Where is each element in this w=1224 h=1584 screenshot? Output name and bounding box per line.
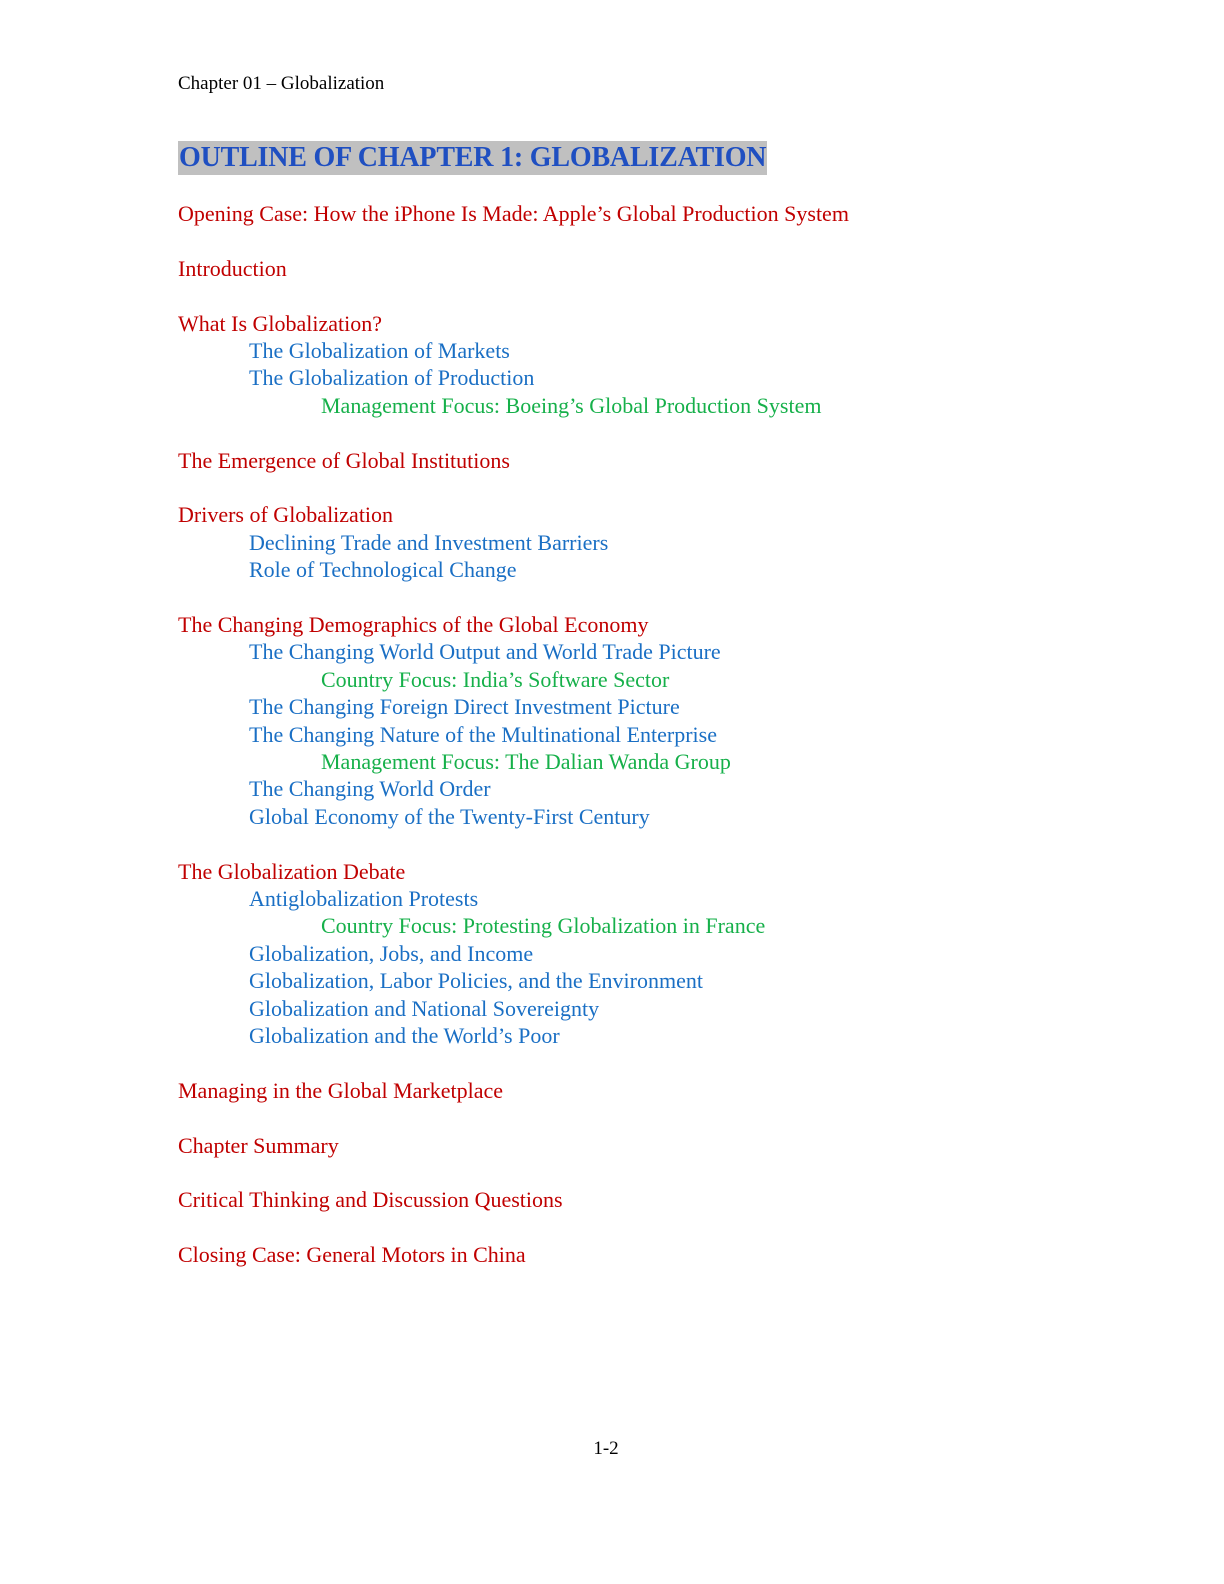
- outline-subitem: The Changing World Output and World Trade Picture: [249, 639, 721, 665]
- outline-spacer: [178, 1214, 1158, 1241]
- outline-focus-item: Management Focus: The Dalian Wanda Group: [321, 749, 731, 775]
- outline-section-what-is-globalization: What Is Globalization?: [178, 310, 383, 336]
- outline-spacer: [178, 830, 1158, 857]
- outline-subitem: The Changing World Order: [249, 776, 491, 802]
- outline-section-drivers: Drivers of Globalization: [178, 502, 394, 528]
- outline-subitem: The Globalization of Markets: [249, 338, 510, 363]
- outline-subitem: Globalization and National Sovereignty: [249, 995, 600, 1021]
- chapter-outline: [178, 200, 1158, 1269]
- outline-spacer: [178, 227, 1158, 254]
- outline-section-demographics: The Changing Demographics of the Global Economy: [178, 612, 649, 638]
- outline-title-block: [178, 141, 767, 175]
- outline-focus-item: Management Focus: Boeing’s Global Production System: [321, 392, 822, 418]
- outline-spacer: [178, 1050, 1158, 1077]
- outline-subitem: The Changing Foreign Direct Investment Picture: [249, 694, 680, 720]
- outline-focus-item: Country Focus: Protesting Globalization in France: [321, 913, 766, 939]
- outline-spacer: [178, 1104, 1158, 1131]
- outline-spacer: [178, 584, 1158, 611]
- outline-spacer: [178, 282, 1158, 309]
- outline-item-introduction: Introduction: [178, 255, 287, 281]
- outline-subitem: Declining Trade and Investment Barriers: [249, 529, 609, 555]
- outline-subitem: Role of Technological Change: [249, 557, 517, 583]
- outline-section-debate: The Globalization Debate: [178, 858, 406, 884]
- outline-subitem: Globalization, Jobs, and Income: [249, 940, 534, 966]
- outline-subitem: The Changing Nature of the Multinational Enterprise: [249, 721, 717, 747]
- outline-subitem: Antiglobalization Protests: [249, 886, 479, 912]
- outline-item-managing: Managing in the Global Marketplace: [178, 1077, 504, 1103]
- outline-item-opening-case: Opening Case: How the iPhone Is Made: Apple’s Global Production System: [178, 201, 849, 226]
- outline-spacer: [178, 419, 1158, 446]
- outline-item-critical-thinking: Critical Thinking and Discussion Questions: [178, 1187, 563, 1213]
- outline-subitem: Global Economy of the Twenty-First Century: [249, 803, 650, 829]
- outline-subitem: Globalization, Labor Policies, and the Environment: [249, 968, 703, 994]
- running-header: Chapter 01 – Globalization: [178, 73, 385, 94]
- outline-item-closing-case: Closing Case: General Motors in China: [178, 1242, 526, 1268]
- outline-spacer: [178, 1159, 1158, 1186]
- outline-subitem: The Globalization of Production: [249, 365, 535, 391]
- outline-focus-item: Country Focus: India’s Software Sector: [321, 666, 670, 692]
- outline-subitem: Globalization and the World’s Poor: [249, 1023, 560, 1049]
- outline-item-global-institutions: The Emergence of Global Institutions: [178, 447, 510, 473]
- page-title: OUTLINE OF CHAPTER 1: GLOBALIZATION: [179, 142, 767, 173]
- outline-item-chapter-summary: Chapter Summary: [178, 1132, 339, 1158]
- page-number: 1-2: [593, 1438, 619, 1459]
- outline-spacer: [178, 474, 1158, 501]
